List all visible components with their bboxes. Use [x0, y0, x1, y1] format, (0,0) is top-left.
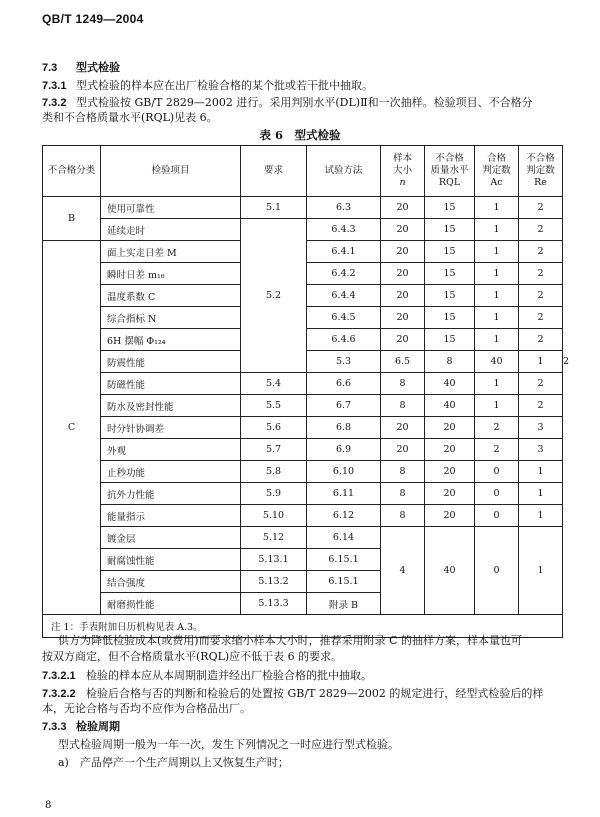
n-cell: 20 — [381, 197, 425, 219]
rql-cell: 20 — [425, 439, 475, 461]
req-cell: 5.3 — [307, 351, 381, 373]
paragraph-sampling-cont: 按双方商定，但不合格质量水平(RQL)应不低于表 6 的要求。 — [42, 650, 343, 663]
method-cell: 6.3 — [307, 197, 381, 219]
table-row — [43, 505, 563, 527]
header-requirement: 要求 — [241, 146, 307, 197]
re-cell: 3 — [519, 439, 563, 461]
n-cell: 20 — [381, 241, 425, 263]
clause-number: 7.3.2.1 — [42, 670, 76, 682]
n-cell: 8 — [381, 373, 425, 395]
item-cell: 防磁性能 — [101, 373, 241, 395]
re-cell: 3 — [519, 417, 563, 439]
req-cell: 5.8 — [241, 461, 307, 483]
ac-cell: 1 — [475, 263, 519, 285]
method-cell: 6.4.4 — [307, 285, 381, 307]
req-cell: 5.9 — [241, 483, 307, 505]
n-cell: 8 — [381, 505, 425, 527]
n-cell: 20 — [381, 307, 425, 329]
ac-cell: 1 — [475, 285, 519, 307]
n-cell: 20 — [381, 329, 425, 351]
header-sample-size: 样本 大小 n — [381, 146, 425, 197]
method-cell: 6.4.1 — [307, 241, 381, 263]
req-cell: 5.7 — [241, 439, 307, 461]
paragraph-period: 型式检验周期一般为一年一次，发生下列情况之一时应进行型式检验。 — [58, 738, 399, 751]
ac-cell: 2 — [475, 439, 519, 461]
table-row — [43, 395, 563, 417]
method-cell: 6.12 — [307, 505, 381, 527]
header-category: 不合格分类 — [43, 146, 101, 197]
item-cell: 防震性能 — [101, 351, 241, 373]
clause-number: 7.3.1 — [42, 80, 67, 92]
standard-number-header: QB/T 1249—2004 — [42, 12, 144, 26]
ac-cell: 0 — [475, 461, 519, 483]
method-cell: 6.4.5 — [307, 307, 381, 329]
section-title: 型式检验 — [76, 61, 120, 74]
rql-cell: 40 — [425, 373, 475, 395]
table-row — [43, 197, 563, 219]
item-cell: 耐磨损性能 — [101, 593, 241, 615]
req-cell: 5.13.3 — [241, 593, 307, 615]
n-cell: 20 — [381, 285, 425, 307]
method-cell: 6.10 — [307, 461, 381, 483]
header-re: 不合格 判定数 Re — [519, 146, 563, 197]
item-cell: 综合指标 N — [101, 307, 241, 329]
table-row: 防震性能 5.3 6.5 8 40 1 2 — [43, 351, 563, 373]
method-cell: 6.4.6 — [307, 329, 381, 351]
header-rql: 不合格 质量水平 RQL — [425, 146, 475, 197]
req-cell: 5.10 — [241, 505, 307, 527]
re-cell: 2 — [519, 329, 563, 351]
section-7-3-heading — [42, 60, 562, 76]
clause-7-3-2-2-cont: 本，无论合格与否均不应作为合格品出厂。 — [42, 702, 251, 715]
method-cell: 6.5 — [381, 351, 425, 373]
table-row — [43, 219, 563, 241]
rql-cell: 15 — [425, 307, 475, 329]
rql-cell: 40 — [475, 351, 519, 373]
n-cell: 8 — [425, 351, 475, 373]
rql-cell: 15 — [425, 329, 475, 351]
ac-cell: 0 — [475, 483, 519, 505]
re-cell-shared: 1 — [519, 527, 563, 615]
clause-text: 型式检验的样本应在出厂检验合格的某个批或若干批中抽取。 — [76, 79, 373, 92]
rql-cell: 15 — [425, 219, 475, 241]
ac-cell-shared: 0 — [475, 527, 519, 615]
re-cell: 2 — [519, 373, 563, 395]
clause-number: 7.3.2 — [42, 97, 67, 109]
re-cell: 1 — [519, 505, 563, 527]
rql-cell: 20 — [425, 417, 475, 439]
table-row — [43, 417, 563, 439]
ac-cell: 1 — [475, 373, 519, 395]
re-cell: 2 — [519, 263, 563, 285]
n-cell: 20 — [381, 439, 425, 461]
item-cell: 时分针协调差 — [101, 417, 241, 439]
req-cell: 5.12 — [241, 527, 307, 549]
table-row — [43, 527, 563, 549]
n-cell: 20 — [381, 417, 425, 439]
rql-cell: 15 — [425, 241, 475, 263]
item-cell: 面上实走日差 M — [101, 241, 241, 263]
page-number: 8 — [45, 800, 52, 811]
method-cell: 6.8 — [307, 417, 381, 439]
table-note: 注 1：手表附加日历机构见表 A.3。 — [43, 615, 563, 638]
n-cell: 8 — [381, 395, 425, 417]
item-cell: 耐腐蚀性能 — [101, 549, 241, 571]
table-row — [43, 483, 563, 505]
section-7-3-3-heading — [42, 719, 562, 735]
req-cell: 5.1 — [241, 197, 307, 219]
req-cell: 5.13.1 — [241, 549, 307, 571]
clause-number: 7.3.2.2 — [42, 688, 76, 700]
item-cell: 止秒功能 — [101, 461, 241, 483]
table-header-row — [43, 146, 563, 197]
table-row — [43, 373, 563, 395]
method-cell: 附录 B — [307, 593, 381, 615]
req-cell: 5.13.2 — [241, 571, 307, 593]
table-caption: 表 6 型式检验 — [259, 128, 341, 142]
re-cell: 2 — [519, 197, 563, 219]
rql-cell: 15 — [425, 263, 475, 285]
item-cell: 温度系数 C — [101, 285, 241, 307]
rql-cell: 20 — [425, 461, 475, 483]
clause-text: 型式检验按 GB/T 2829—2002 进行。采用判别水平(DL)Ⅱ和一次抽样。检验项目、不合格分 — [76, 96, 533, 109]
ac-cell: 1 — [475, 395, 519, 417]
method-cell: 6.7 — [307, 395, 381, 417]
rql-cell: 20 — [425, 505, 475, 527]
category-cell-c: C — [43, 241, 101, 615]
item-cell: 镀金层 — [101, 527, 241, 549]
req-cell: 5.5 — [241, 395, 307, 417]
table-row — [43, 439, 563, 461]
n-cell: 8 — [381, 483, 425, 505]
type-inspection-table — [42, 145, 570, 638]
item-cell: 能量指示 — [101, 505, 241, 527]
clause-text: 检验的样本应从本周期制造并经出厂检验合格的批中抽取。 — [86, 669, 372, 682]
clause-7-3-2 — [42, 95, 562, 111]
ac-cell: 2 — [475, 417, 519, 439]
clause-text: 检验后合格与否的判断和检验后的处置按 GB/T 2829—2002 的规定进行，经型式检验后的样 — [86, 687, 544, 700]
re-cell: 2 — [519, 395, 563, 417]
method-cell: 6.4.3 — [307, 219, 381, 241]
rql-cell: 40 — [425, 395, 475, 417]
n-cell: 20 — [381, 263, 425, 285]
item-cell: 使用可靠性 — [101, 197, 241, 219]
req-cell: 5.4 — [241, 373, 307, 395]
paragraph-sampling: 供方为降低检验成本(或费用)而要求缩小样本大小时，推荐采用附录 C 的抽样方案，样本量也可 — [58, 634, 522, 647]
rql-cell: 20 — [425, 483, 475, 505]
rql-cell: 15 — [425, 285, 475, 307]
re-cell: 1 — [519, 483, 563, 505]
re-cell: 2 — [519, 219, 563, 241]
ac-cell: 1 — [475, 219, 519, 241]
table-row — [43, 461, 563, 483]
n-cell: 20 — [381, 219, 425, 241]
method-cell: 6.11 — [307, 483, 381, 505]
method-cell: 6.14 — [307, 527, 381, 549]
n-cell-shared: 4 — [381, 527, 425, 615]
category-cell-b: B — [43, 197, 101, 241]
ac-cell: 1 — [475, 307, 519, 329]
section-number: 7.3.3 — [42, 721, 67, 733]
item-cell: 结合强度 — [101, 571, 241, 593]
method-cell: 6.4.2 — [307, 263, 381, 285]
rql-cell-shared: 40 — [425, 527, 475, 615]
ac-cell: 0 — [475, 505, 519, 527]
clause-7-3-2-cont: 类和不合格质量水平(RQL)见表 6。 — [42, 111, 218, 124]
re-cell: 1 — [519, 461, 563, 483]
clause-7-3-2-2 — [42, 686, 562, 702]
header-item: 检验项目 — [101, 146, 241, 197]
re-cell: 2 — [519, 285, 563, 307]
method-cell: 6.15.1 — [307, 549, 381, 571]
item-cell: 防水及密封性能 — [101, 395, 241, 417]
clause-7-3-1 — [42, 78, 562, 94]
section-number: 7.3 — [42, 62, 58, 74]
ac-cell: 1 — [475, 197, 519, 219]
header-method: 试验方法 — [307, 146, 381, 197]
section-title: 检验周期 — [76, 720, 120, 733]
req-cell-shared: 5.2 — [241, 219, 307, 373]
item-cell: 抗外力性能 — [101, 483, 241, 505]
item-cell: 外观 — [101, 439, 241, 461]
list-item-a: a) 产品停产一个生产周期以上又恢复生产时； — [58, 756, 289, 769]
item-cell: 延续走时 — [101, 219, 241, 241]
re-cell: 2 — [519, 241, 563, 263]
re-cell: 2 — [519, 307, 563, 329]
method-cell: 6.15.1 — [307, 571, 381, 593]
ac-cell: 1 — [475, 241, 519, 263]
method-cell: 6.9 — [307, 439, 381, 461]
header-ac: 合格 判定数 Ac — [475, 146, 519, 197]
ac-cell: 1 — [475, 329, 519, 351]
item-cell: 瞬时日差 m₁₆ — [101, 263, 241, 285]
n-cell: 8 — [381, 461, 425, 483]
req-cell: 5.6 — [241, 417, 307, 439]
method-cell: 6.6 — [307, 373, 381, 395]
clause-7-3-2-1 — [42, 668, 562, 684]
ac-cell: 1 — [519, 351, 563, 373]
item-cell: 6H 摆幅 Φ₁₂₄ — [101, 329, 241, 351]
rql-cell: 15 — [425, 197, 475, 219]
